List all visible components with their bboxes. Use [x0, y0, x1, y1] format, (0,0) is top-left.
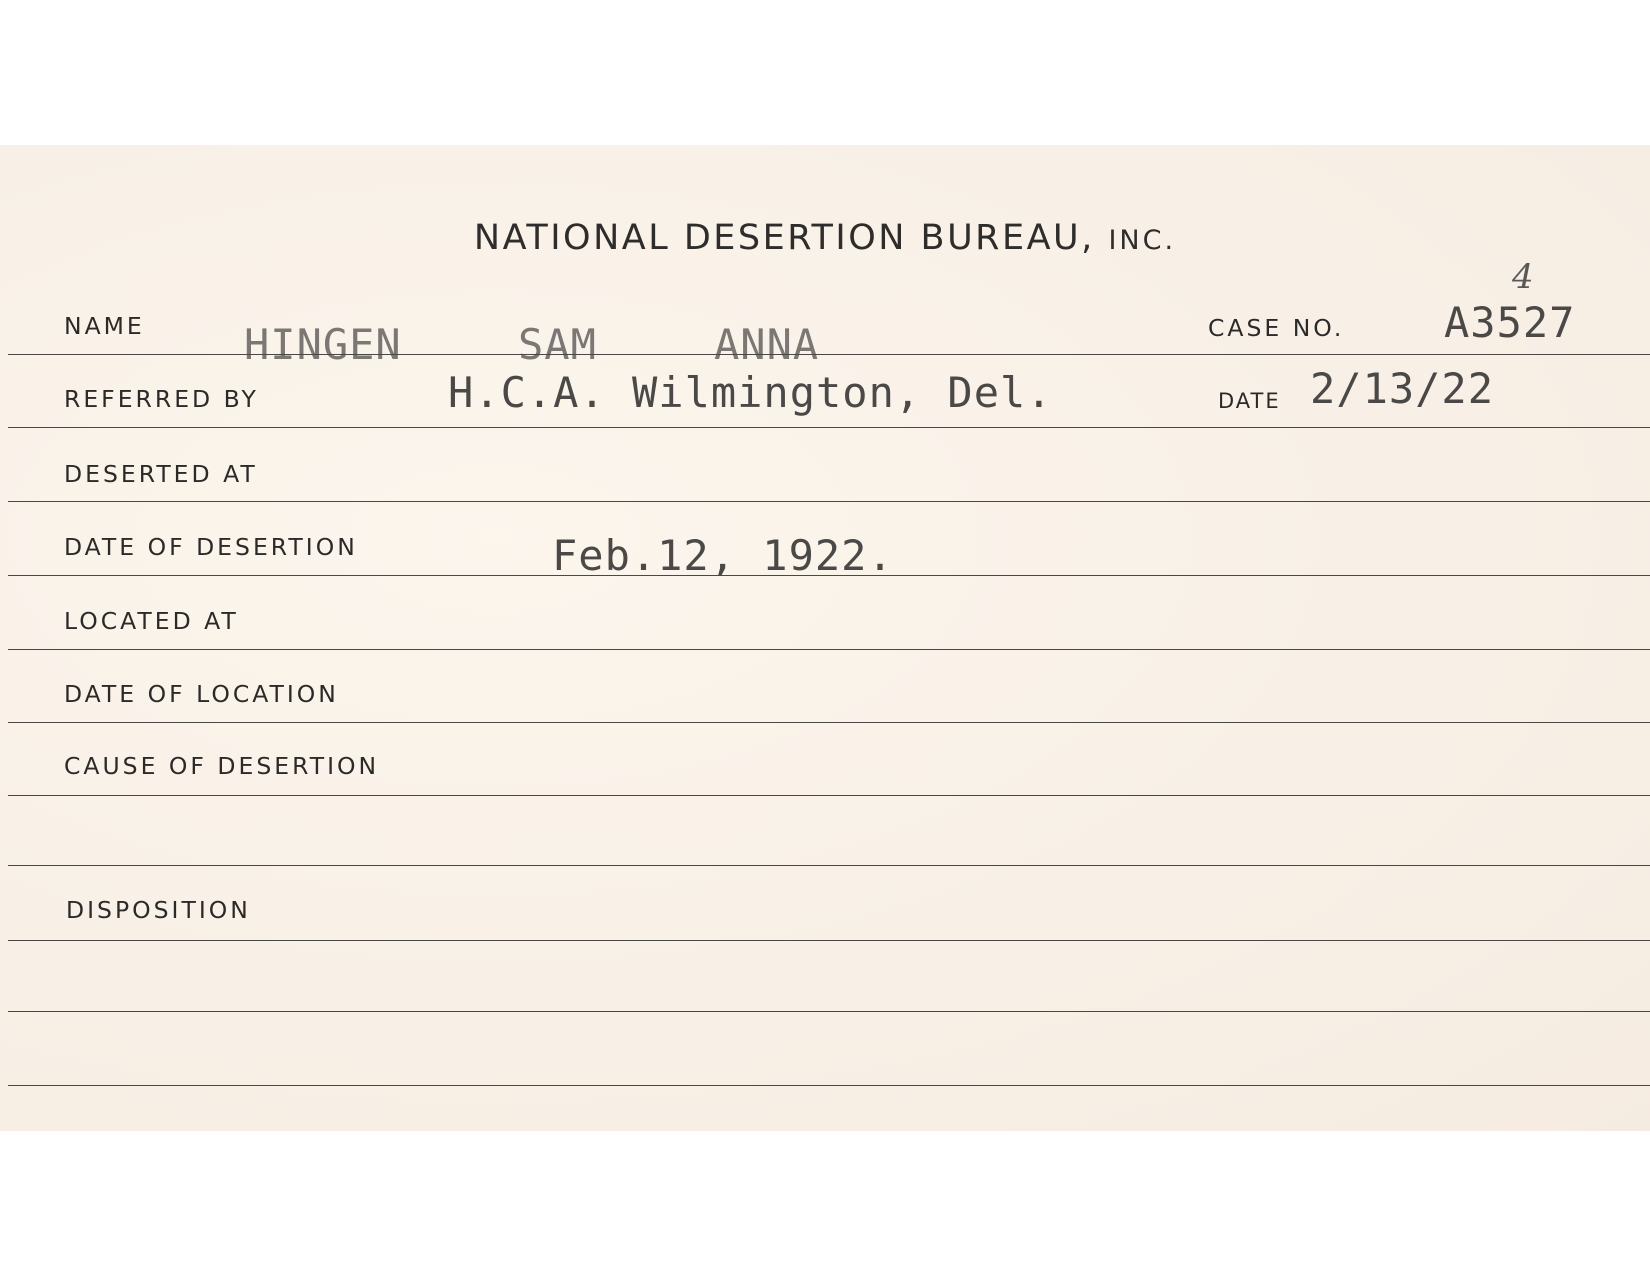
- disposition-extra-line-1: [8, 1011, 1650, 1012]
- located-at-label: LOCATED AT: [64, 607, 239, 635]
- referred-by-label: REFERRED BY: [64, 385, 259, 413]
- referred-by-line: [8, 427, 1650, 428]
- date-of-desertion-value: Feb.12, 1922.: [552, 531, 894, 580]
- name-last-value: HINGEN: [244, 320, 402, 369]
- referred-by-value: H.C.A. Wilmington, Del.: [448, 368, 1053, 417]
- date-label: DATE: [1218, 389, 1281, 413]
- deserted-at-label: DESERTED AT: [64, 460, 258, 488]
- cause-of-desertion-label: CAUSE OF DESERTION: [64, 752, 380, 780]
- name-line: [8, 354, 1650, 355]
- date-of-location-label: DATE OF LOCATION: [64, 680, 339, 708]
- located-at-line: [8, 649, 1650, 650]
- case-no-value: A3527: [1444, 298, 1576, 347]
- name-spouse-value: ANNA: [714, 320, 820, 369]
- date-of-desertion-line: [8, 575, 1650, 576]
- deserted-at-line: [8, 501, 1650, 502]
- bureau-name: NATIONAL DESERTION BUREAU,: [473, 218, 1095, 258]
- name-label: NAME: [64, 312, 145, 340]
- case-no-annotation: 4: [1512, 257, 1534, 297]
- date-of-desertion-label: DATE OF DESERTION: [64, 533, 358, 561]
- cause-of-desertion-line: [8, 795, 1650, 796]
- disposition-extra-line-2: [8, 1085, 1650, 1086]
- bureau-suffix: INC.: [1108, 225, 1177, 256]
- desertion-record-card: [0, 145, 1650, 1131]
- date-value: 2/13/22: [1310, 364, 1495, 413]
- case-no-label: CASE NO.: [1208, 314, 1345, 342]
- disposition-line: [8, 940, 1650, 941]
- card-heading: [0, 218, 1650, 258]
- date-of-location-line: [8, 722, 1650, 723]
- cause-of-desertion-extra-line: [8, 865, 1650, 866]
- disposition-label: DISPOSITION: [66, 896, 251, 924]
- name-first-value: SAM: [518, 320, 597, 369]
